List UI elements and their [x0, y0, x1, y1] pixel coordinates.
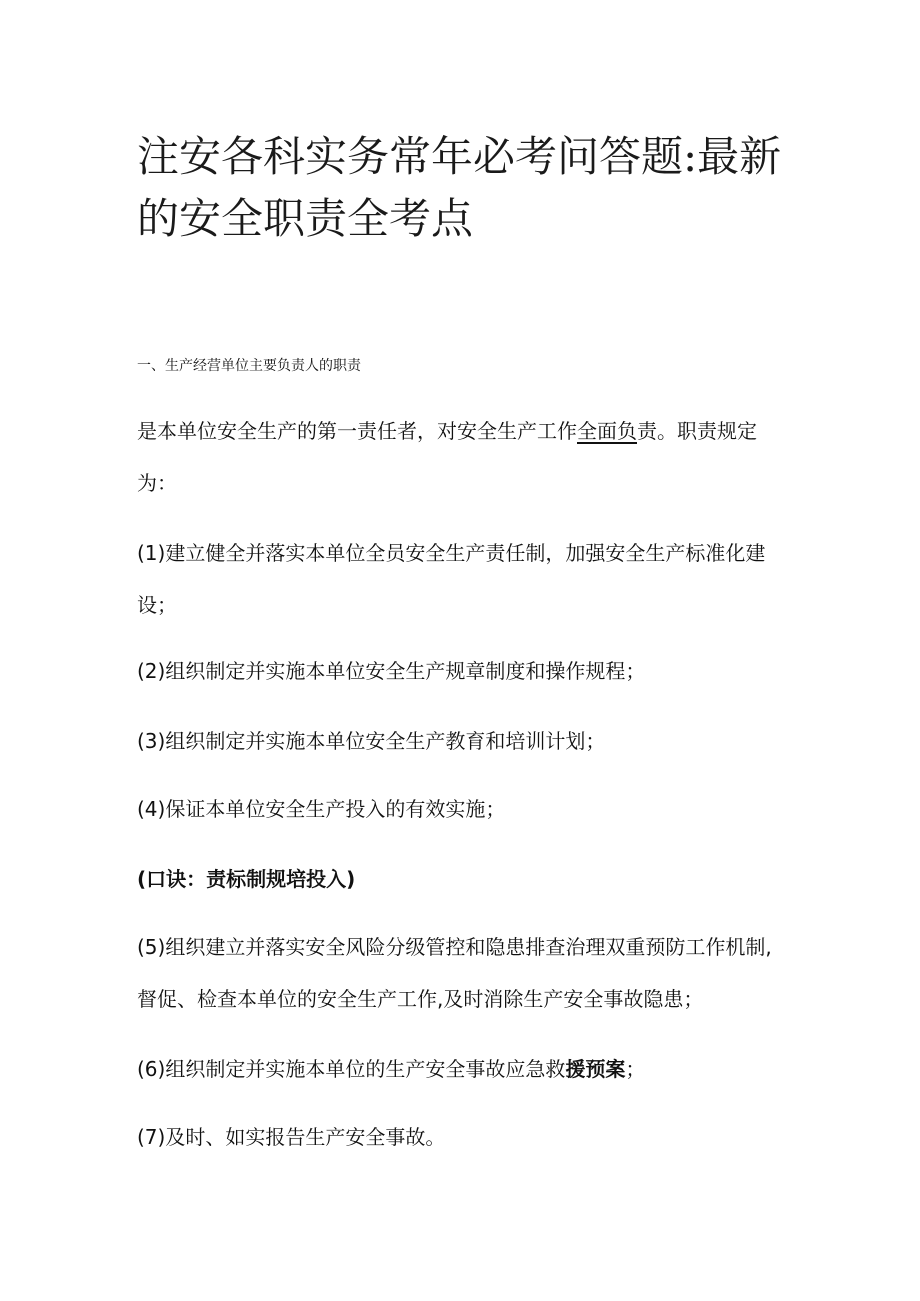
- document-title: 注安各科实务常年必考问答题:最新的安全职责全考点: [137, 132, 782, 243]
- duty-item-3: (3)组织制定并实施本单位安全生产教育和培训计划；: [137, 729, 606, 753]
- intro-text-after: 责。职责规定为：: [137, 419, 757, 495]
- section-heading: 一、生产经营单位主要负责人的职责: [137, 358, 361, 374]
- intro-paragraph: [137, 405, 787, 509]
- duty-item-6: [137, 1043, 787, 1095]
- intro-underlined-text: 全面负: [577, 419, 637, 443]
- item6-text-before: (6)组织制定并实施本单位的生产安全事故应急救: [137, 1057, 566, 1081]
- item6-bold-text: 援预案: [565, 1057, 626, 1081]
- duty-item-4: (4)保证本单位安全生产投入的有效实施；: [137, 797, 506, 821]
- mnemonic-line: (口诀：责标制规培投入): [137, 867, 356, 891]
- duty-item-1: (1)建立健全并落实本单位全员安全生产责任制，加强安全生产标准化建设；: [137, 541, 766, 617]
- duty-item-2: (2)组织制定并实施本单位安全生产规章制度和操作规程；: [137, 659, 646, 683]
- duty-item-7: (7)及时、如实报告生产安全事故。: [137, 1125, 446, 1149]
- intro-text-before: 是本单位安全生产的第一责任者，对安全生产工作: [137, 419, 577, 443]
- duty-item-5: (5)组织建立并落实安全风险分级管控和隐患排查治理双重预防工作机制,督促、检查本单位的安全生产工作,及时消除生产安全事故隐患；: [137, 935, 772, 1011]
- item6-text-after: ；: [625, 1057, 646, 1081]
